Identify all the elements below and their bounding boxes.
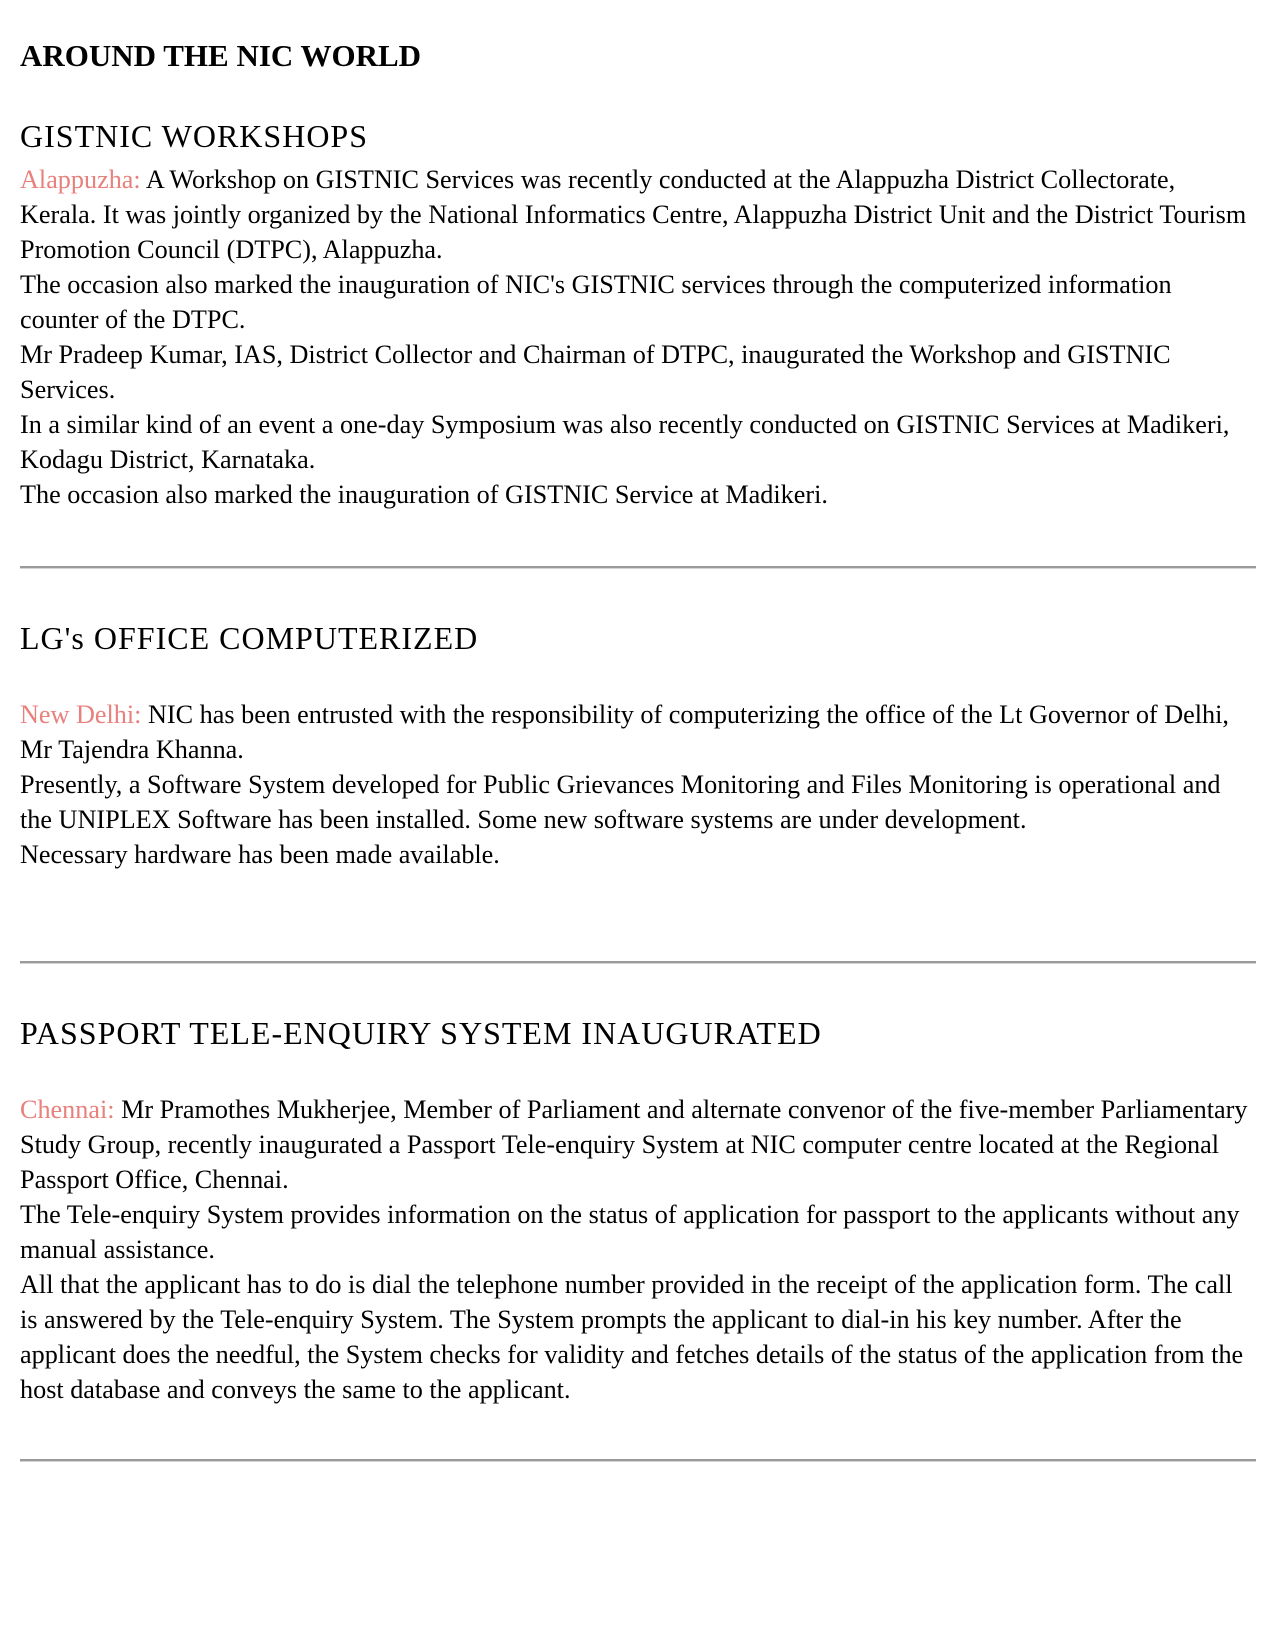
article-body: [20, 1092, 1256, 1407]
article-lead-paragraph: [20, 1092, 1256, 1197]
dateline-location: Chennai:: [20, 1095, 115, 1124]
lead-text: Mr Pramothes Mukherjee, Member of Parliament and alternate convenor of the five-member Parliamentary Study Group, recently inaugurated a Passport Tele-enquiry System at NIC computer centre located at the Regional Passport Office, Chennai.: [20, 1095, 1248, 1194]
lead-text: NIC has been entrusted with the responsibility of computerizing the office of the Lt Governor of Delhi, Mr Tajendra Khanna.: [20, 700, 1229, 764]
article-paragraph: In a similar kind of an event a one-day Symposium was also recently conducted on GISTNIC Services at Madikeri, Kodagu District, Karnataka.: [20, 410, 1230, 474]
article-gistnic-workshops: [20, 116, 1256, 156]
article-paragraph: Presently, a Software System developed for Public Grievances Monitoring and Files Monitoring is operational and the UNIPLEX Software has been installed. Some new software systems are under development.: [20, 770, 1221, 834]
article-heading: PASSPORT TELE-ENQUIRY SYSTEM INAUGURATED: [20, 1015, 822, 1051]
article-paragraph: Necessary hardware has been made available.: [20, 840, 500, 869]
article-lead-paragraph: [20, 162, 1256, 267]
section-divider: [20, 1459, 1256, 1462]
article-paragraph: The Tele-enquiry System provides information on the status of application for passport to the applicants without any manual assistance.: [20, 1200, 1240, 1264]
article-body: [20, 697, 1256, 872]
article-passport-tele-enquiry: [20, 1013, 1256, 1053]
dateline-location: Alappuzha:: [20, 165, 141, 194]
section-divider: [20, 961, 1256, 964]
article-paragraph: The occasion also marked the inauguration of GISTNIC Service at Madikeri.: [20, 480, 828, 509]
article-paragraph: All that the applicant has to do is dial the telephone number provided in the receipt of the application form. The call is answered by the Tele-enquiry System. The System prompts the applicant to dial-in his key number. After the applicant does the needful, the System checks for validity and fetches details of the status of the application from the host database and conveys the same to the applicant.: [20, 1270, 1244, 1404]
article-heading: GISTNIC WORKSHOPS: [20, 118, 369, 154]
lead-text: A Workshop on GISTNIC Services was recently conducted at the Alappuzha District Collectorate, Kerala. It was jointly organized by the National Informatics Centre, Alappuzha District Unit and the District Tourism Promotion Council (DTPC), Alappuzha.: [20, 165, 1247, 264]
article-heading: LG's OFFICE COMPUTERIZED: [20, 620, 479, 656]
article-body: [20, 162, 1256, 512]
page-title: AROUND THE NIC WORLD: [20, 38, 422, 73]
article-paragraph: The occasion also marked the inauguration of NIC's GISTNIC services through the computerized information counter of the DTPC.: [20, 270, 1172, 334]
section-divider: [20, 566, 1256, 569]
article-paragraph: Mr Pradeep Kumar, IAS, District Collector and Chairman of DTPC, inaugurated the Workshop and GISTNIC Services.: [20, 340, 1171, 404]
article-lg-office: [20, 618, 1256, 658]
dateline-location: New Delhi:: [20, 700, 142, 729]
article-lead-paragraph: [20, 697, 1256, 767]
